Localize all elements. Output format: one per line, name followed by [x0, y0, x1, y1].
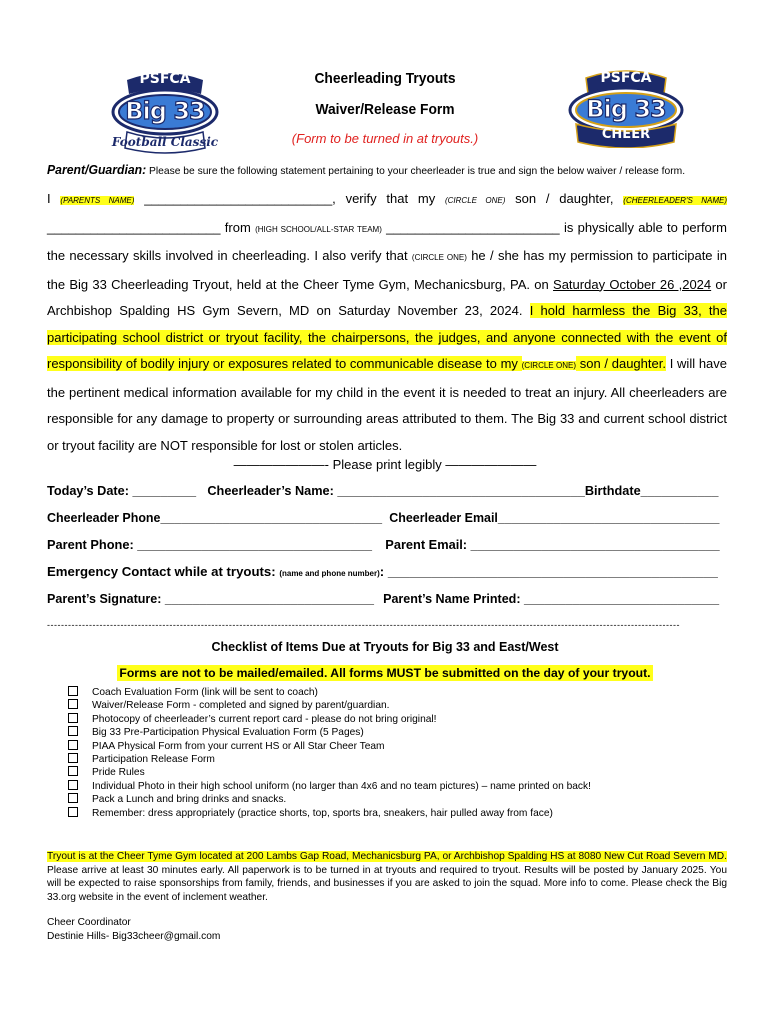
coordinator-contact: Destinie Hills- Big33cheer@gmail.com	[47, 930, 221, 942]
waiver-able: is physically able to perform the necessary skills involved in cheerleading. I also verify that	[47, 219, 727, 263]
cheerleaders-name-label: (CHEERLEADER'S NAME)	[623, 196, 727, 205]
cheerleader-email-field[interactable]: Cheerleader Email________________________________	[389, 510, 720, 525]
coordinator-title: Cheer Coordinator	[47, 917, 131, 928]
circle-one-label: (CIRCLE ONE)	[444, 196, 506, 205]
todays-date-field[interactable]: Today’s Date: _________	[47, 483, 197, 498]
logo-left-bottom: Football Classic	[111, 135, 219, 149]
list-item	[68, 699, 591, 712]
list-item-label: PIAA Physical Form from your current HS or All Star Cheer Team	[92, 740, 385, 752]
intro-line	[47, 163, 722, 177]
list-item-label: Waiver/Release Form - completed and signed by parent/guardian.	[92, 700, 390, 712]
print-legibly-line: ———————- Please print legibly ———————	[233, 457, 537, 472]
list-item-label: Big 33 Pre-Participation Physical Evaluation Form (5 Pages)	[92, 727, 364, 739]
list-item-label: Participation Release Form	[92, 754, 215, 766]
waiver-paragraph	[47, 186, 727, 459]
school-blank[interactable]: ________________________	[386, 219, 560, 235]
checklist-title: Checklist of Items Due at Tryouts for Big 33 and East/West	[211, 640, 559, 654]
list-item	[68, 686, 591, 699]
intro-label: Parent/Guardian:	[47, 163, 147, 177]
logo-right-bottom: CHEER	[601, 127, 651, 142]
son-daughter-choice[interactable]: son / daughter,	[515, 191, 614, 206]
section-divider: -------------------------------------------------------------------------------------------------------------------------------------------------------------------------------------	[47, 620, 680, 630]
checkbox[interactable]	[68, 766, 78, 776]
logo-right-main: Big 33	[586, 95, 666, 123]
tryout-details: Please arrive at least 30 minutes early. All paperwork is to be turned in at tryouts and required to tryout. Results will be posted by January 2025. You will be expected to raise sponsorships from family, friends, and businesses if you are asked to join the squad. More info to come. Please check the Big 33.org website in the event of inclement weather.	[47, 864, 727, 903]
waiver-verify: verify that my	[345, 191, 436, 206]
emergency-contact-label: Emergency Contact while at tryouts:	[47, 564, 276, 579]
list-item-label: Pride Rules	[92, 767, 145, 779]
circle-one-label: (CIRCLE ONE)	[411, 253, 467, 262]
logo-right-top: PSFCA	[600, 70, 652, 86]
checkbox[interactable]	[68, 807, 78, 817]
checkbox[interactable]	[68, 686, 78, 696]
list-item	[68, 726, 591, 739]
cheerleaders-name-blank[interactable]: ________________________	[47, 219, 221, 235]
waiver-second-location: or Archbishop Spalding HS Gym Severn, MD on Saturday November 23, 2024.	[47, 276, 727, 318]
logo-left-main: Big 33	[125, 97, 205, 125]
coordinator-block	[47, 916, 727, 943]
hold-harmless-clause: I hold harmless the Big 33, the participating school district or tryout facility, the chairpersons, the judges, and anyone connected with the event of responsibility of bodily injury or exposures related to communicable disease to my	[47, 303, 727, 371]
circle-one-label: (CIRCLE ONE)	[521, 361, 576, 370]
emergency-contact-field[interactable]: : _____________________________________________	[379, 564, 718, 579]
checklist-warning: Forms are not to be mailed/emailed. All forms MUST be submitted on the day of your tryout.	[119, 666, 651, 680]
list-item	[68, 766, 591, 779]
school-label: (HIGH SCHOOL/ALL-STAR TEAM)	[255, 224, 382, 234]
list-item-label: Remember: dress appropriately (practice shorts, top, sports bra, sneakers, hair pulled away from face)	[92, 807, 553, 819]
parents-name-blank[interactable]: __________________________,	[144, 191, 336, 206]
waiver-from: from	[224, 219, 251, 235]
list-item	[68, 713, 591, 726]
son-daughter-choice[interactable]: son / daughter.	[579, 356, 666, 371]
parents-name-label: (PARENTS NAME)	[60, 196, 135, 205]
cheerleader-phone-field[interactable]: Cheerleader Phone________________________________	[47, 510, 383, 525]
parent-phone-field[interactable]: Parent Phone: _________________________________	[47, 537, 373, 552]
checklist-warning-wrap	[0, 664, 770, 682]
checkbox[interactable]	[68, 740, 78, 750]
tryout-date: Saturday October 26 ,2024	[553, 276, 712, 292]
list-item	[68, 807, 591, 820]
parent-signature-field[interactable]: Parent’s Signature: ______________________________	[47, 591, 374, 606]
list-item	[68, 793, 591, 806]
cheerleader-name-field[interactable]: Cheerleader’s Name: ___________________________________Birthdate___________	[207, 483, 719, 498]
list-item-label: Photocopy of cheerleader’s current report card - please do not bring original!	[92, 713, 437, 725]
list-item	[68, 740, 591, 753]
checkbox[interactable]	[68, 753, 78, 763]
checkbox[interactable]	[68, 780, 78, 790]
waiver-rest: I will have the pertinent medical information available for my child in the event it is needed to treat an injury. All cheerleaders are responsible for any damage to property or surrounding areas attributed to them. The Big 33 and current school district or tryout facility are NOT responsible for lost or stolen articles.	[47, 356, 728, 453]
tryout-location: Tryout is at the Cheer Tyme Gym located at 200 Lambs Gap Road, Mechanicsburg PA, or Archbishop Spalding HS at 8080 New Cut Road Severn MD.	[47, 851, 727, 862]
big33-football-classic-logo	[105, 68, 225, 160]
checkbox[interactable]	[68, 793, 78, 803]
checkbox[interactable]	[68, 713, 78, 723]
list-item-label: Pack a Lunch and bring drinks and snacks.	[92, 794, 287, 806]
list-item	[68, 780, 591, 793]
form-subtitle: Waiver/Release Form	[315, 101, 455, 118]
waiver-permission: he / she has my permission to participate in the Big 33 Cheerleading Tryout, held at the Cheer Tyme Gym, Mechanicsburg, PA. on	[47, 248, 727, 292]
parent-name-printed-field[interactable]: Parent’s Name Printed: ____________________________	[383, 591, 720, 606]
list-item-label: Coach Evaluation Form (link will be sent to coach)	[92, 687, 318, 698]
logo-left-top: PSFCA	[139, 71, 191, 87]
intro-text: Please be sure the following statement pertaining to your cheerleader is true and sign the below waiver / release form.	[149, 165, 686, 177]
list-item	[68, 753, 591, 766]
tryout-info	[47, 850, 727, 904]
list-item-label: Individual Photo in their high school uniform (no larger than 4x6 and no team pictures) – name printed on back!	[92, 780, 591, 792]
waiver-i: I	[47, 191, 51, 206]
form-note: (Form to be turned in at tryouts.)	[291, 131, 479, 146]
big33-cheer-logo	[562, 68, 690, 148]
checkbox[interactable]	[68, 699, 78, 709]
checklist	[68, 686, 591, 820]
emergency-contact-small: (name and phone number)	[279, 569, 380, 578]
parent-email-field[interactable]: Parent Email: ___________________________________	[385, 537, 720, 552]
checkbox[interactable]	[68, 726, 78, 736]
form-title: Cheerleading Tryouts	[314, 70, 456, 87]
